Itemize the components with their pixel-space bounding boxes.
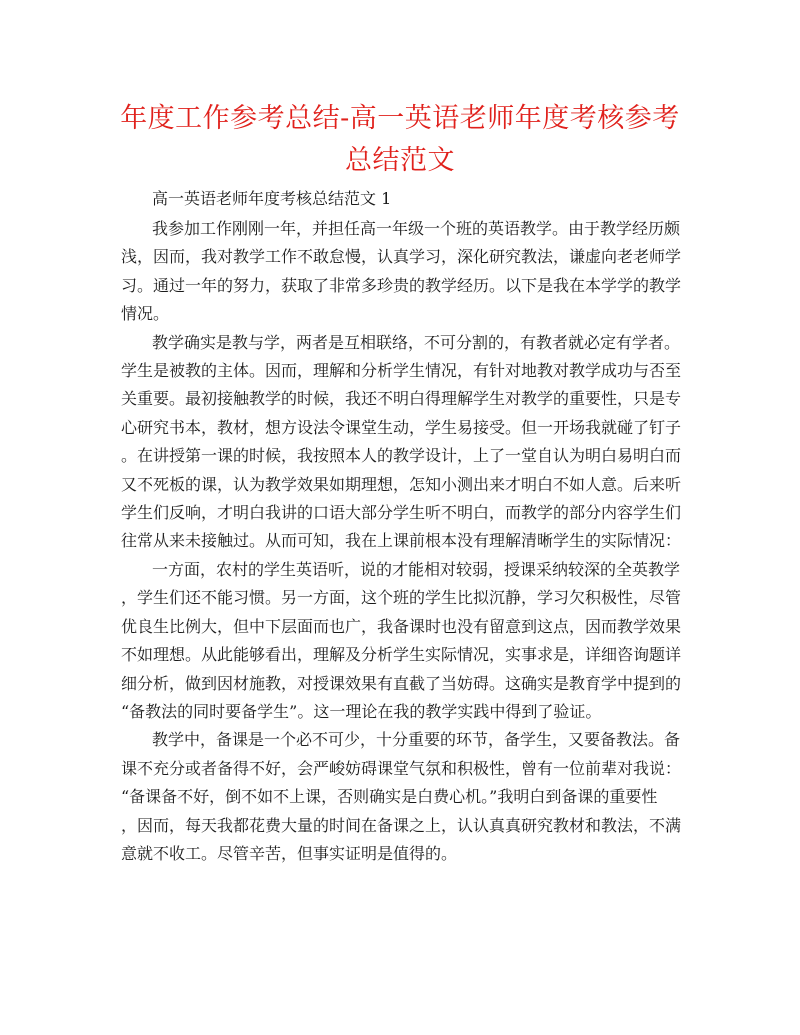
title-line-1: 年度工作参考总结-高一英语老师年度考核参考	[120, 103, 680, 134]
paragraph-line: ，因而，每天我都花费大量的时间在备课之上，认认真真研究教材和教法，不满	[121, 815, 682, 835]
paragraph	[121, 556, 681, 726]
paragraph-line: 我参加工作刚刚一年，并担任高一年级一个班的英语教学。由于教学经历颇	[152, 219, 681, 238]
paragraph-line: 意就不收工。尽管辛苦，但事实证明是值得的。	[121, 843, 458, 863]
paragraph-line: 不如理想。从此能够看出，理解及分析学生实际情况，实事求是，详细咨询题详	[121, 645, 682, 665]
paragraph-line: 浅，因而，我对教学工作不敢怠慢，认真学习，深化研究教法，谦虚向老老师学	[121, 247, 682, 267]
paragraph-line: 教学中，备课是一个必不可少，十分重要的环节，备学生，又要备教法。备	[152, 730, 681, 750]
document-body	[121, 215, 681, 868]
paragraph-line: 课不充分或者备得不好，会严峻妨碍课堂气氛和积极性，曾有一位前辈对我说：	[121, 758, 682, 778]
paragraph	[121, 726, 681, 868]
title-line-2: 总结范文	[345, 145, 455, 176]
paragraph-line: 往常从来未接触过。从而可知，我在上课前根本没有理解清晰学生的实际情况：	[121, 531, 682, 551]
paragraph	[121, 215, 681, 329]
paragraph-line: ，学生们还不能习惯。另一方面，这个班的学生比拟沉静，学习欠积极性，尽管	[121, 588, 682, 608]
paragraph-line: 情况。	[121, 304, 170, 324]
paragraph-line: 心研究书本，教材，想方设法令课堂生动，学生易接受。但一开场我就碰了钉子	[121, 417, 682, 437]
paragraph-line: 又不死板的课，认为教学效果如期理想，怎知小测出来才明白不如人意。后来听	[121, 474, 682, 494]
paragraph-line: 一方面，农村的学生英语听，说的才能相对较弱，授课采纳较深的全英教学	[152, 559, 681, 579]
paragraph-line: 学生们反响，才明白我讲的口语大部分学生听不明白，而教学的部分内容学生们	[121, 503, 682, 523]
paragraph-line: 学生是被教的主体。因而，理解和分析学生情况，有针对地教对教学成功与否至	[121, 361, 682, 381]
paragraph-line: “备教法的同时要备学生”。这一理论在我的教学实践中得到了验证。	[121, 701, 602, 721]
paragraph-line: 。在讲授第一课的时候，我按照本人的教学设计，上了一堂自认为明白易明白而	[121, 446, 682, 466]
paragraph-line: 教学确实是教与学，两者是互相联络，不可分割的，有教者就必定有学者。	[152, 332, 681, 352]
paragraph-line: “备课备不好，倒不如不上课，否则确实是白费心机。”我明白到备课的重要性	[121, 787, 658, 807]
paragraph-line: 细分析，做到因材施教，对授课效果有直截了当妨碍。这确实是教育学中提到的	[121, 673, 682, 693]
paragraph-line: 习。通过一年的努力，获取了非常多珍贵的教学经历。以下是我在本学学的教学	[121, 275, 682, 295]
paragraph	[121, 329, 681, 556]
document-subtitle: 高一英语老师年度考核总结范文 1	[152, 189, 392, 208]
paragraph-line: 优良生比例大，但中下层面而也广，我备课时也没有留意到这点，因而教学效果	[121, 616, 682, 636]
document-title	[120, 98, 680, 182]
paragraph-line: 关重要。最初接触教学的时候，我还不明白得理解学生对教学的重要性，只是专	[121, 389, 682, 409]
